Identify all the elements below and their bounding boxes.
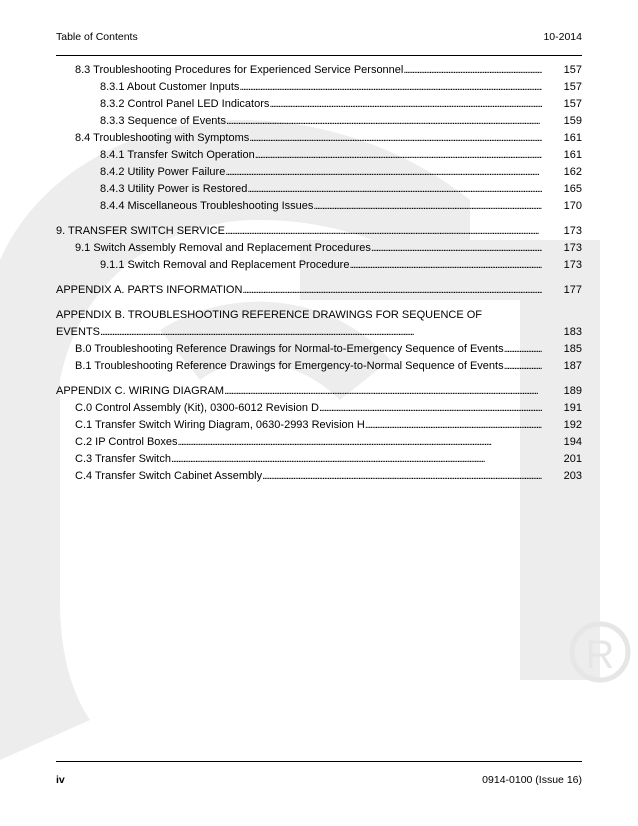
toc-entry-title: APPENDIX A. PARTS INFORMATION . . . <box>56 282 542 299</box>
toc-page-number: 162 <box>563 166 582 178</box>
toc-page-number: 157 <box>563 81 582 93</box>
toc-entry[interactable] <box>56 400 582 417</box>
toc-entry-title[interactable]: APPENDIX B. TROUBLESHOOTING REFERENCE DRAWINGS FOR SEQUENCE OF <box>56 309 483 321</box>
toc-spacer <box>56 215 582 223</box>
toc-entry-title: 9. TRANSFER SWITCH SERVICE . . . <box>56 223 542 240</box>
toc-page-number: 187 <box>563 360 582 372</box>
toc-entry[interactable] <box>56 198 582 215</box>
toc-entry-title: 8.3.2 Control Panel LED Indicators . . . <box>56 96 542 113</box>
toc-page-number: 185 <box>563 343 582 355</box>
toc-entry-title: C.0 Control Assembly (Kit), 0300-6012 Revision D . . . <box>56 400 542 417</box>
toc-page-number: 157 <box>563 64 582 76</box>
toc-page-number: 173 <box>563 259 582 271</box>
toc-page-number: 165 <box>563 183 582 195</box>
toc-entry-title: 8.4.2 Utility Power Failure . . . <box>56 164 542 181</box>
toc-page-number: 173 <box>563 242 582 254</box>
toc-entry-title: B.0 Troubleshooting Reference Drawings for Normal-to-Emergency Sequence of Events . . . <box>56 341 542 358</box>
toc-entry[interactable] <box>56 96 582 113</box>
toc-spacer <box>56 375 582 383</box>
svg-text:R: R <box>585 633 615 677</box>
toc-entry-title: EVENTS . . . <box>56 324 542 341</box>
toc-entry[interactable] <box>56 383 582 400</box>
toc-entry-title: 9.1 Switch Assembly Removal and Replacement Procedures . . . <box>56 240 542 257</box>
toc-entry[interactable] <box>56 79 582 96</box>
toc-entry[interactable] <box>56 341 582 358</box>
footer-rule <box>56 761 582 762</box>
header-title: Table of Contents <box>56 31 138 43</box>
toc-page-number: 189 <box>563 385 582 397</box>
page-header <box>56 31 582 47</box>
header-rule <box>56 55 582 56</box>
toc-entry[interactable] <box>56 434 582 451</box>
toc-entry-title: 8.3.3 Sequence of Events . . . <box>56 113 542 130</box>
footer-page-label: iv <box>56 774 65 786</box>
footer-doc-id: 0914-0100 (Issue 16) <box>482 774 582 786</box>
toc-entry[interactable] <box>56 358 582 375</box>
table-of-contents <box>56 62 582 485</box>
toc-entry[interactable] <box>56 164 582 181</box>
toc-entry-title: 8.4.4 Miscellaneous Troubleshooting Issues . . . <box>56 198 542 215</box>
toc-page-number: 173 <box>563 225 582 237</box>
header-date: 10-2014 <box>543 31 582 43</box>
toc-page-number: 183 <box>563 326 582 338</box>
toc-page-number: 203 <box>563 470 582 482</box>
toc-page-number: 170 <box>563 200 582 212</box>
toc-entry-title: 8.3.1 About Customer Inputs . . . <box>56 79 542 96</box>
toc-entry-title: 8.3 Troubleshooting Procedures for Experienced Service Personnel . . . <box>56 62 542 79</box>
toc-entry[interactable] <box>56 62 582 79</box>
toc-entry-title: APPENDIX C. WIRING DIAGRAM . . . <box>56 383 542 400</box>
toc-page-number: 157 <box>563 98 582 110</box>
toc-entry-title: 9.1.1 Switch Removal and Replacement Procedure . . . <box>56 257 542 274</box>
toc-entry[interactable] <box>56 468 582 485</box>
toc-entry-title: B.1 Troubleshooting Reference Drawings for Emergency-to-Normal Sequence of Events . . . <box>56 358 542 375</box>
toc-page-number: 192 <box>563 419 582 431</box>
toc-entry-title: 8.4 Troubleshooting with Symptoms . . . <box>56 130 542 147</box>
toc-page-number: 159 <box>563 115 582 127</box>
toc-entry-title: C.1 Transfer Switch Wiring Diagram, 0630-2993 Revision H . . . <box>56 417 542 434</box>
toc-entry-title: C.2 IP Control Boxes . . . <box>56 434 542 451</box>
toc-page-number: 161 <box>563 149 582 161</box>
toc-entry-title: C.4 Transfer Switch Cabinet Assembly . . . <box>56 468 542 485</box>
toc-entry[interactable] <box>56 324 582 341</box>
toc-entry[interactable] <box>56 181 582 198</box>
toc-entry[interactable] <box>56 223 582 240</box>
toc-entry[interactable] <box>56 257 582 274</box>
toc-page-number: 194 <box>563 436 582 448</box>
toc-spacer <box>56 274 582 282</box>
toc-page-number: 191 <box>563 402 582 414</box>
toc-entry[interactable] <box>56 417 582 434</box>
toc-entry[interactable] <box>56 147 582 164</box>
toc-entry[interactable] <box>56 451 582 468</box>
toc-page-number: 161 <box>563 132 582 144</box>
toc-entry-title: 8.4.1 Transfer Switch Operation . . . <box>56 147 542 164</box>
toc-entry-title: C.3 Transfer Switch . . . <box>56 451 542 468</box>
toc-entry[interactable] <box>56 282 582 299</box>
toc-spacer <box>56 299 582 307</box>
toc-entry[interactable] <box>56 130 582 147</box>
toc-page-number: 201 <box>563 453 582 465</box>
toc-entry-title: 8.4.3 Utility Power is Restored . . . <box>56 181 542 198</box>
toc-page-number: 177 <box>563 284 582 296</box>
toc-entry[interactable] <box>56 113 582 130</box>
toc-entry[interactable] <box>56 240 582 257</box>
